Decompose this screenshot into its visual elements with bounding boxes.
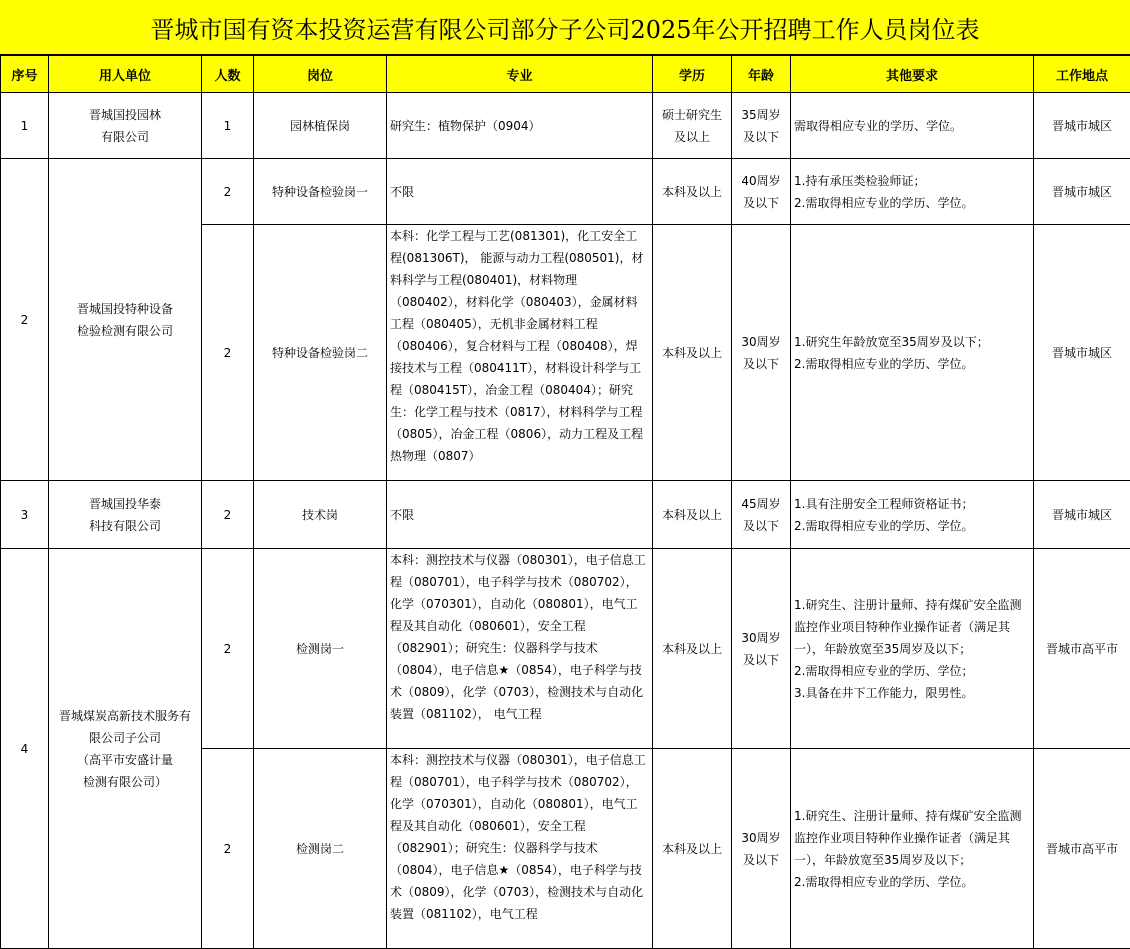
row-count: 1 [202,93,254,159]
row-major: 不限 [387,159,653,225]
row-age: 30周岁 及以下 [732,749,791,949]
row-post: 检测岗二 [254,749,387,949]
row-count: 2 [202,159,254,225]
table-row [1,159,1130,225]
row-count: 2 [202,549,254,749]
row-age: 45周岁 及以下 [732,481,791,549]
row-major: 本科：化学工程与工艺(081301)，化工安全工程(081306T)， 能源与动力工程(080501)，材料科学与工程(080401)，材料物理（080402），材料化学（080403），金属材料工程（080405），无机非金属材料工程（080406），复合材料与工程（080408），焊接技术与工程（080411T），材料设计科学与工程（080415T），冶金工程（080404）；研究生：化学工程与技术（0817），材料科学与工程（0805），冶金工程（0806），动力工程及工程热物理（0807） [387,225,653,481]
row-place: 晋城市高平市 [1034,749,1130,949]
row-no: 4 [1,549,49,949]
header-age: 年龄 [732,56,791,93]
row-other: 1.研究生年龄放宽至35周岁及以下； 2.需取得相应专业的学历、学位。 [791,225,1034,481]
row-unit: 晋城国投特种设备 检验检测有限公司 [49,159,202,481]
header-count: 人数 [202,56,254,93]
row-count: 2 [202,481,254,549]
row-education: 本科及以上 [653,159,732,225]
row-age: 40周岁 及以下 [732,159,791,225]
row-education: 本科及以上 [653,549,732,749]
row-major: 本科：测控技术与仪器（080301），电子信息工程（080701），电子科学与技术（080702），化学（070301），自动化（080801），电气工程及其自动化（080601），安全工程（082901）；研究生：仪器科学与技术（0804），电子信息★（0854），电子科学与技术（0809），化学（0703），检测技术与自动化装置（081102），电气工程 [387,749,653,949]
row-age: 30周岁 及以下 [732,549,791,749]
row-education: 本科及以上 [653,749,732,949]
row-other: 1.持有承压类检验师证； 2.需取得相应专业的学历、学位。 [791,159,1034,225]
sheet-title: 晋城市国有资本投资运营有限公司部分子公司2025年公开招聘工作人员岗位表 [0,0,1130,55]
header-education: 学历 [653,56,732,93]
row-education: 本科及以上 [653,481,732,549]
row-education: 硕士研究生 及以上 [653,93,732,159]
row-unit: 晋城国投园林 有限公司 [49,93,202,159]
row-unit: 晋城煤炭高新技术服务有 限公司子公司 （高平市安盛计量 检测有限公司） [49,549,202,949]
row-count: 2 [202,225,254,481]
row-major: 研究生：植物保护（0904） [387,93,653,159]
header-no: 序号 [1,56,49,93]
row-post: 检测岗一 [254,549,387,749]
row-age: 30周岁 及以下 [732,225,791,481]
positions-table [0,55,1130,949]
row-place: 晋城市城区 [1034,225,1130,481]
row-place: 晋城市城区 [1034,159,1130,225]
row-other: 1.研究生、注册计量师、持有煤矿安全监测监控作业项目特种作业操作证者（满足其一），年龄放宽至35周岁及以下； 2.需取得相应专业的学历、学位。 [791,749,1034,949]
header-row [1,56,1130,93]
row-place: 晋城市城区 [1034,481,1130,549]
header-major: 专业 [387,56,653,93]
row-education: 本科及以上 [653,225,732,481]
row-place: 晋城市城区 [1034,93,1130,159]
row-age: 35周岁 及以下 [732,93,791,159]
row-post: 特种设备检验岗一 [254,159,387,225]
header-other: 其他要求 [791,56,1034,93]
row-post: 技术岗 [254,481,387,549]
row-no: 2 [1,159,49,481]
row-other: 1.研究生、注册计量师、持有煤矿安全监测监控作业项目特种作业操作证者（满足其一），年龄放宽至35周岁及以下； 2.需取得相应专业的学历、学位； 3.具备在井下工作能力，限男性。 [791,549,1034,749]
row-post: 特种设备检验岗二 [254,225,387,481]
table-row [1,93,1130,159]
row-no: 1 [1,93,49,159]
row-major: 本科：测控技术与仪器（080301），电子信息工程（080701），电子科学与技术（080702），化学（070301），自动化（080801），电气工程及其自动化（080601），安全工程（082901）；研究生：仪器科学与技术（0804），电子信息★（0854），电子科学与技术（0809），化学（0703），检测技术与自动化装置（081102）， 电气工程 [387,549,653,749]
table-row [1,549,1130,749]
row-other: 1.具有注册安全工程师资格证书； 2.需取得相应专业的学历、学位。 [791,481,1034,549]
row-unit: 晋城国投华泰 科技有限公司 [49,481,202,549]
header-post: 岗位 [254,56,387,93]
row-other: 需取得相应专业的学历、学位。 [791,93,1034,159]
header-unit: 用人单位 [49,56,202,93]
row-major: 不限 [387,481,653,549]
row-no: 3 [1,481,49,549]
header-place: 工作地点 [1034,56,1130,93]
row-count: 2 [202,749,254,949]
row-post: 园林植保岗 [254,93,387,159]
row-place: 晋城市高平市 [1034,549,1130,749]
table-row [1,481,1130,549]
